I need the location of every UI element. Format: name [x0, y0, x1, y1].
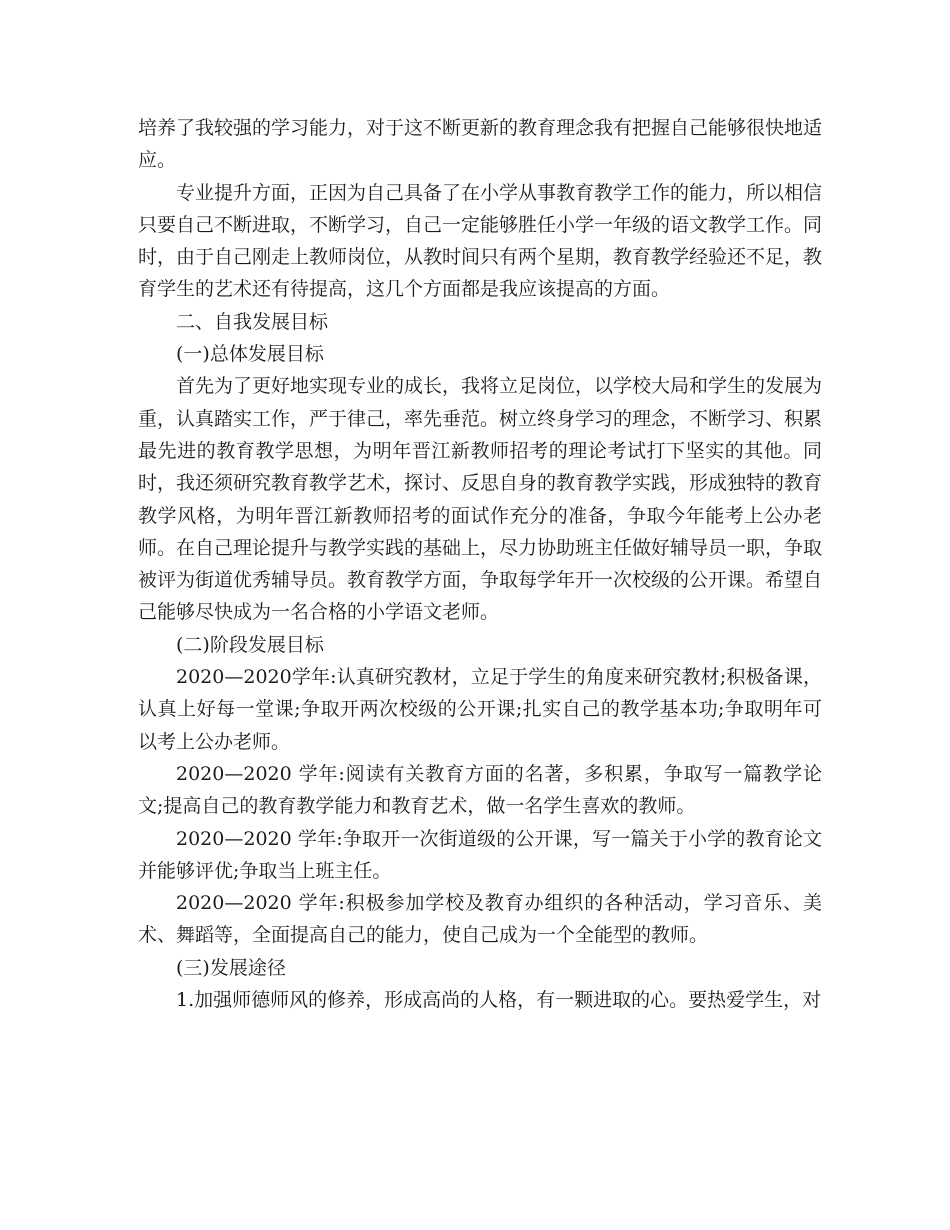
paragraph-stage-goal-2: 2020—2020 学年:阅读有关教育方面的名著，多积累，争取写一篇教学论文;提高自己的教育教学能力和教育艺术，做一名学生喜欢的教师。 [138, 762, 822, 818]
section-heading-self-development-goals: 二、自我发展目标 [176, 310, 329, 333]
subsection-heading-overall-goals: (一)总体发展目标 [176, 343, 324, 366]
document-body [138, 112, 822, 1016]
paragraph-continuation: 培养了我较强的学习能力，对于这不断更新的教育理念我有把握自己能够很快地适应。 [138, 117, 823, 172]
subsection-heading-development-paths: (三)发展途径 [176, 956, 286, 979]
paragraph-path-1: 1.加强师德师风的修养，形成高尚的人格，有一颗进取的心。要热爱学生，对 [176, 989, 822, 1012]
paragraph-stage-goal-4: 2020—2020 学年:积极参加学校及教育办组织的各种活动，学习音乐、美术、舞蹈等，全面提高自己的能力，使自己成为一个全能型的教师。 [138, 892, 822, 947]
paragraph-overall-goals: 首先为了更好地实现专业的成长，我将立足岗位，以学校大局和学生的发展为重，认真踏实工作，严于律己，率先垂范。树立终身学习的理念，不断学习、积累最先进的教育教学思想，为明年晋江新教师招考的理论考试打下坚实的其他。同时，我还须研究教育教学艺术，探讨、反思自身的教育教学实践，形成独特的教育教学风格，为明年晋江新教师招考的面试作充分的准备，争取今年能考上公办老师。在自己理论提升与教学实践的基础上，尽力协助班主任做好辅导员一职，争取被评为街道优秀辅导员。教育教学方面，争取每学年开一次校级的公开课。希望自己能够尽快成为一名合格的小学语文老师。 [138, 375, 823, 624]
subsection-heading-stage-goals: (二)阶段发展目标 [176, 633, 324, 656]
paragraph-stage-goal-3: 2020—2020 学年:争取开一次街道级的公开课，写一篇关于小学的教育论文并能够评优;争取当上班主任。 [138, 827, 822, 882]
paragraph-professional-improvement: 专业提升方面，正因为自己具备了在小学从事教育教学工作的能力，所以相信只要自己不断进取，不断学习，自己一定能够胜任小学一年级的语文教学工作。同时，由于自己刚走上教师岗位，从教时间只有两个星期，教育教学经验还不足，教育学生的艺术还有待提高，这几个方面都是我应该提高的方面。 [138, 181, 823, 301]
paragraph-stage-goal-1: 2020—2020学年:认真研究教材，立足于学生的角度来研究教材;积极备课，认真上好每一堂课;争取开两次校级的公开课;扎实自己的教学基本功;争取明年可以考上公办老师。 [138, 666, 822, 753]
